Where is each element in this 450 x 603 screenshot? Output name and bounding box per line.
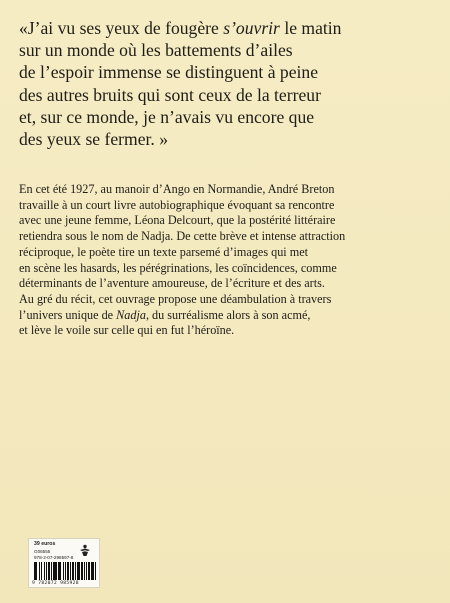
price-barcode-sticker: [28, 538, 100, 588]
quote-line: sur un monde où les battements d’ailes: [19, 40, 293, 61]
quote-line: de l’espoir immense se distinguent à peine: [19, 62, 319, 83]
quote-italic: s’ouvrir: [223, 18, 280, 38]
quote-line: [19, 17, 439, 39]
blurb-text: l’univers unique de: [19, 307, 117, 322]
quote-line: des yeux se fermer. »: [19, 129, 169, 150]
blurb-italic-title: Nadja: [116, 307, 146, 322]
blurb-line: Au gré du récit, cet ouvrage propose une déambulation à travers: [19, 291, 332, 306]
barcode-bar: [49, 562, 50, 580]
barcode-bar: [36, 562, 37, 580]
barcode-digits: 9 782072 985928: [32, 581, 79, 586]
barcode-bar: [92, 562, 93, 580]
barcode-bar: [78, 562, 79, 580]
blurb-line: avec une jeune femme, Léona Delcourt, que la postérité littéraire: [19, 213, 336, 228]
barcode-bar: [60, 562, 61, 580]
blurb-text: , du surréalisme alors à son acmé,: [145, 307, 311, 322]
isbn-text: 978-2-07-298597-8: [34, 555, 74, 560]
barcode-bar: [55, 562, 56, 580]
barcode-bar: [68, 562, 69, 580]
quote-line: des autres bruits qui sont ceux de la terreur: [19, 84, 321, 105]
barcode-bar: [44, 562, 45, 580]
blurb-line: retiendra sous le nom de Nadja. De cette brève et intense attraction: [19, 229, 346, 244]
blurb-line: En cet été 1927, au manoir d’Ango en Normandie, André Breton: [19, 182, 335, 196]
barcode-bar: [73, 562, 74, 580]
barcode-bar: [41, 562, 42, 580]
quote-text: «J’ai vu ses yeux de fougère: [19, 18, 224, 38]
quote-text: le matin: [279, 18, 342, 38]
gallimard-logo-icon: [77, 542, 93, 558]
barcode: [34, 562, 96, 580]
blurb-line: travaille à un court livre autobiographique évoquant sa rencontre: [19, 197, 335, 212]
product-code: G06555: [34, 549, 51, 554]
price-label: 39 euros: [34, 541, 56, 547]
blurb-paragraph: [19, 182, 439, 339]
barcode-bar: [51, 562, 52, 580]
blurb-line: et lève le voile sur celle qui en fut l’héroïne.: [19, 323, 235, 338]
barcode-bar: [65, 562, 66, 580]
barcode-bar: [82, 562, 83, 580]
blurb-line: [19, 308, 439, 324]
quote-line: et, sur ce monde, je n’avais vu encore que: [19, 106, 315, 127]
epigraph-quote: [19, 17, 439, 150]
blurb-line: déterminants de l’aventure amoureuse, de l’écriture et des arts.: [19, 276, 325, 291]
blurb-line: réciproque, le poète tire un texte parsemé d’images qui met: [19, 244, 309, 259]
blurb-line: en scène les hasards, les pérégrinations, les coïncidences, comme: [19, 260, 337, 275]
